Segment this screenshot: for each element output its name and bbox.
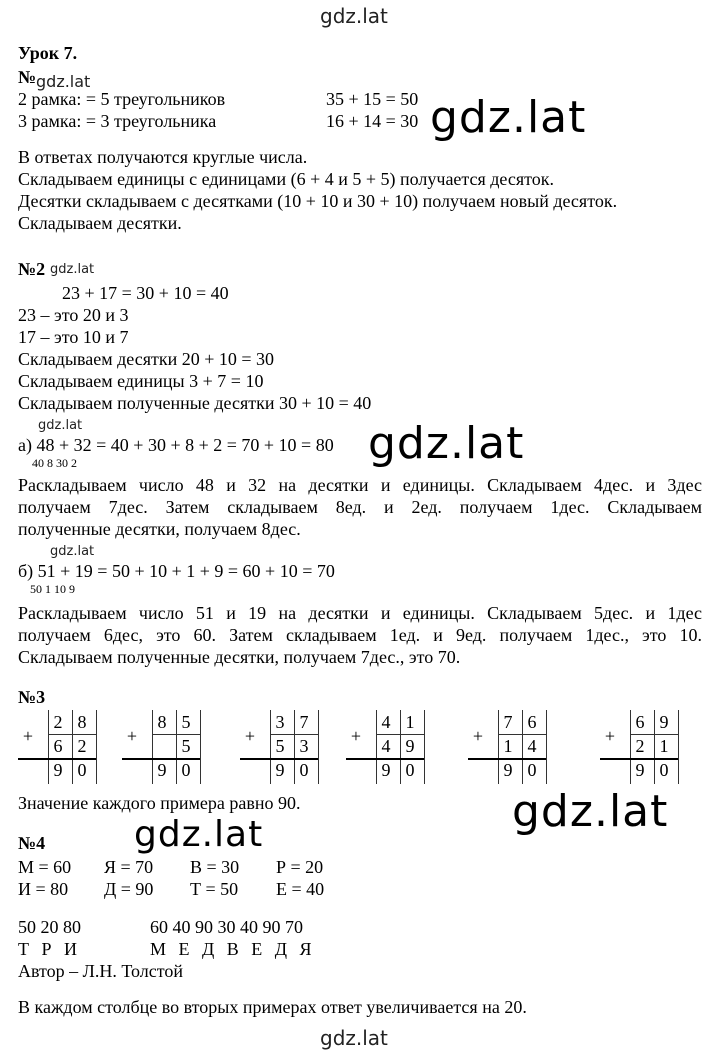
grid-line bbox=[522, 710, 523, 784]
task-2a-decomposition: 40 8 30 2 bbox=[32, 456, 77, 470]
task-1-paragraph-4: Складываем десятки. bbox=[18, 213, 182, 233]
addend-1-digit-2: 6 bbox=[527, 712, 537, 732]
plus-sign: + bbox=[22, 726, 34, 746]
grid-line bbox=[498, 734, 546, 735]
addend-1-digit-1: 7 bbox=[503, 712, 513, 732]
letter-i: И = 80 bbox=[18, 879, 69, 899]
numbers-word-2: 60 40 90 30 40 90 70 bbox=[150, 917, 303, 937]
task-4-conclusion: В каждом столбце во вторых примерах ответ увеличивается на 20. bbox=[18, 997, 527, 1017]
addend-1-digit-1: 4 bbox=[381, 712, 391, 732]
grid-line bbox=[200, 710, 201, 784]
task-1-number: № bbox=[18, 67, 37, 87]
task-2a-paragraph-3: полученные десятки, получаем 8дес. bbox=[18, 519, 301, 539]
grid-line bbox=[176, 710, 177, 784]
task-2a-paragraph-1: Раскладываем число 48 и 32 на десятки и единицы. Складываем 4дес. и 3дес bbox=[18, 475, 702, 495]
letter-m: М = 60 bbox=[18, 857, 72, 877]
task-1-paragraph-2: Складываем единицы с единицами (6 + 4 и 5 + 5) получается десяток. bbox=[18, 169, 555, 189]
addend-1-digit-1: 2 bbox=[53, 712, 63, 732]
plus-sign: + bbox=[244, 726, 256, 746]
column-addition-6 bbox=[600, 710, 684, 786]
task-1-paragraph-3: Десятки складываем с десятками (10 + 10 и 30 + 10) получаем новый десяток. bbox=[18, 191, 618, 211]
addend-1-digit-1: 3 bbox=[275, 712, 285, 732]
plus-sign: + bbox=[126, 726, 138, 746]
task-2-line-4: Складываем единицы 3 + 7 = 10 bbox=[18, 371, 264, 391]
numbers-word-1: 50 20 80 bbox=[18, 917, 81, 937]
sum-digit-2: 0 bbox=[77, 760, 87, 780]
addend-2-digit-1: 5 bbox=[275, 736, 285, 756]
addend-1-digit-2: 1 bbox=[405, 712, 415, 732]
task-3-number: №3 bbox=[18, 687, 46, 707]
grid-line bbox=[48, 734, 96, 735]
addend-1-digit-2: 5 bbox=[181, 712, 191, 732]
addend-2-digit-1: 6 bbox=[53, 736, 63, 756]
letter-v: В = 30 bbox=[190, 857, 240, 877]
task-2b-decomposition: 50 1 10 9 bbox=[30, 582, 75, 596]
plus-sign: + bbox=[350, 726, 362, 746]
column-addition-4 bbox=[346, 710, 430, 786]
task-2b-paragraph-3: Складываем полученные десятки, получаем 7дес., это 70. bbox=[18, 647, 461, 667]
letter-r: Р = 20 bbox=[276, 857, 324, 877]
sum-line bbox=[600, 758, 678, 760]
watermark-large-2: gdz.lat bbox=[368, 418, 525, 469]
task-2-line-2: 17 – это 10 и 7 bbox=[18, 327, 129, 347]
task-2a-equation: а) 48 + 32 = 40 + 30 + 8 + 2 = 70 + 10 = 80 bbox=[18, 435, 334, 455]
sum-digit-2: 0 bbox=[181, 760, 191, 780]
task-2b-paragraph-1: Раскладываем число 51 и 19 на десятки и единицы. Складываем 5дес. и 1дес bbox=[18, 603, 702, 623]
watermark-bottom: gdz.lat bbox=[320, 1026, 388, 1050]
sum-digit-1: 9 bbox=[503, 760, 513, 780]
task-2-number: №2 bbox=[18, 259, 46, 279]
watermark-large-4: gdz.lat bbox=[134, 814, 264, 855]
sum-digit-2: 0 bbox=[527, 760, 537, 780]
grid-line bbox=[630, 734, 678, 735]
task-2a-paragraph-2: получаем 7дес. Затем складываем 8ед. и 2ед. получаем 1дес. Складываем bbox=[18, 497, 702, 517]
addend-1-digit-2: 7 bbox=[299, 712, 309, 732]
addend-2-digit-2: 2 bbox=[77, 736, 87, 756]
sum-digit-2: 0 bbox=[299, 760, 309, 780]
sum-line bbox=[468, 758, 546, 760]
task-1-eq-1: 35 + 15 = 50 bbox=[326, 89, 419, 109]
letter-d: Д = 90 bbox=[104, 879, 154, 899]
watermark-large-1: gdz.lat bbox=[430, 92, 587, 143]
grid-line bbox=[376, 710, 377, 784]
grid-line bbox=[376, 734, 424, 735]
task-3-note: Значение каждого примера равно 90. bbox=[18, 793, 301, 813]
task-2-line-5: Складываем полученные десятки 30 + 10 = 40 bbox=[18, 393, 372, 413]
task-1-eq-2: 16 + 14 = 30 bbox=[326, 111, 419, 131]
sum-line bbox=[122, 758, 200, 760]
column-addition-3 bbox=[240, 710, 324, 786]
addend-1-digit-1: 8 bbox=[157, 712, 167, 732]
grid-line bbox=[270, 734, 318, 735]
grid-line bbox=[654, 710, 655, 784]
grid-line bbox=[630, 710, 631, 784]
grid-line bbox=[152, 710, 153, 784]
task-1-line-2: 3 рамка: = 3 треугольника bbox=[18, 111, 217, 131]
task-2b-paragraph-2: получаем 6дес, это 60. Затем складываем 1ед. и 9ед. получаем 1дес., это 10. bbox=[18, 625, 702, 645]
author-line: Автор – Л.Н. Толстой bbox=[18, 961, 184, 981]
addend-2-digit-1: 2 bbox=[635, 736, 645, 756]
addend-2-digit-2: 4 bbox=[527, 736, 537, 756]
addend-2-digit-1: 4 bbox=[381, 736, 391, 756]
grid-line bbox=[678, 710, 679, 784]
letter-e: Е = 40 bbox=[276, 879, 325, 899]
addend-1-digit-1: 6 bbox=[635, 712, 645, 732]
grid-line bbox=[498, 710, 499, 784]
sum-digit-1: 9 bbox=[157, 760, 167, 780]
task-4-number: №4 bbox=[18, 833, 46, 853]
sum-digit-1: 9 bbox=[275, 760, 285, 780]
addend-2-digit-2: 3 bbox=[299, 736, 309, 756]
watermark-task-2: gdz.lat bbox=[50, 262, 95, 277]
addend-1-digit-2: 8 bbox=[77, 712, 87, 732]
watermark-task-2a: gdz.lat bbox=[38, 418, 83, 433]
sum-line bbox=[346, 758, 424, 760]
watermark-large-3: gdz.lat bbox=[512, 786, 669, 837]
column-addition-5 bbox=[468, 710, 552, 786]
addend-2-digit-1: 1 bbox=[503, 736, 513, 756]
plus-sign: + bbox=[604, 726, 616, 746]
sum-line bbox=[18, 758, 96, 760]
lesson-title: Урок 7. bbox=[18, 43, 78, 63]
task-2-line-1: 23 – это 20 и 3 bbox=[18, 305, 129, 325]
watermark-task-1: gdz.lat bbox=[36, 72, 91, 91]
grid-line bbox=[96, 710, 97, 784]
addend-1-digit-2: 9 bbox=[659, 712, 669, 732]
grid-line bbox=[424, 710, 425, 784]
grid-line bbox=[546, 710, 547, 784]
grid-line bbox=[48, 710, 49, 784]
grid-line bbox=[400, 710, 401, 784]
sum-digit-1: 9 bbox=[381, 760, 391, 780]
watermark-top: gdz.lat bbox=[320, 4, 388, 28]
letter-ya: Я = 70 bbox=[104, 857, 154, 877]
plus-sign: + bbox=[472, 726, 484, 746]
sum-digit-2: 0 bbox=[405, 760, 415, 780]
addend-2-digit-2: 1 bbox=[659, 736, 669, 756]
grid-line bbox=[294, 710, 295, 784]
grid-line bbox=[72, 710, 73, 784]
column-addition-1 bbox=[18, 710, 102, 786]
word-tri: Т Р И bbox=[18, 939, 82, 959]
task-1-paragraph-1: В ответах получаются круглые числа. bbox=[18, 147, 308, 167]
addend-2-digit-2: 9 bbox=[405, 736, 415, 756]
addend-2-digit-2: 5 bbox=[181, 736, 191, 756]
sum-digit-1: 9 bbox=[53, 760, 63, 780]
sum-digit-1: 9 bbox=[635, 760, 645, 780]
grid-line bbox=[318, 710, 319, 784]
sum-line bbox=[240, 758, 318, 760]
letter-t: Т = 50 bbox=[190, 879, 239, 899]
task-2b-equation: б) 51 + 19 = 50 + 10 + 1 + 9 = 60 + 10 = 70 bbox=[18, 561, 335, 581]
task-1-line-1: 2 рамка: = 5 треугольников bbox=[18, 89, 226, 109]
grid-line bbox=[270, 710, 271, 784]
task-2-line-3: Складываем десятки 20 + 10 = 30 bbox=[18, 349, 275, 369]
grid-line bbox=[152, 734, 200, 735]
task-2-equation: 23 + 17 = 30 + 10 = 40 bbox=[62, 283, 229, 303]
column-addition-2 bbox=[122, 710, 206, 786]
watermark-task-2b: gdz.lat bbox=[50, 544, 95, 559]
sum-digit-2: 0 bbox=[659, 760, 669, 780]
word-medvedya: М Е Д В Е Д Я bbox=[150, 939, 316, 959]
